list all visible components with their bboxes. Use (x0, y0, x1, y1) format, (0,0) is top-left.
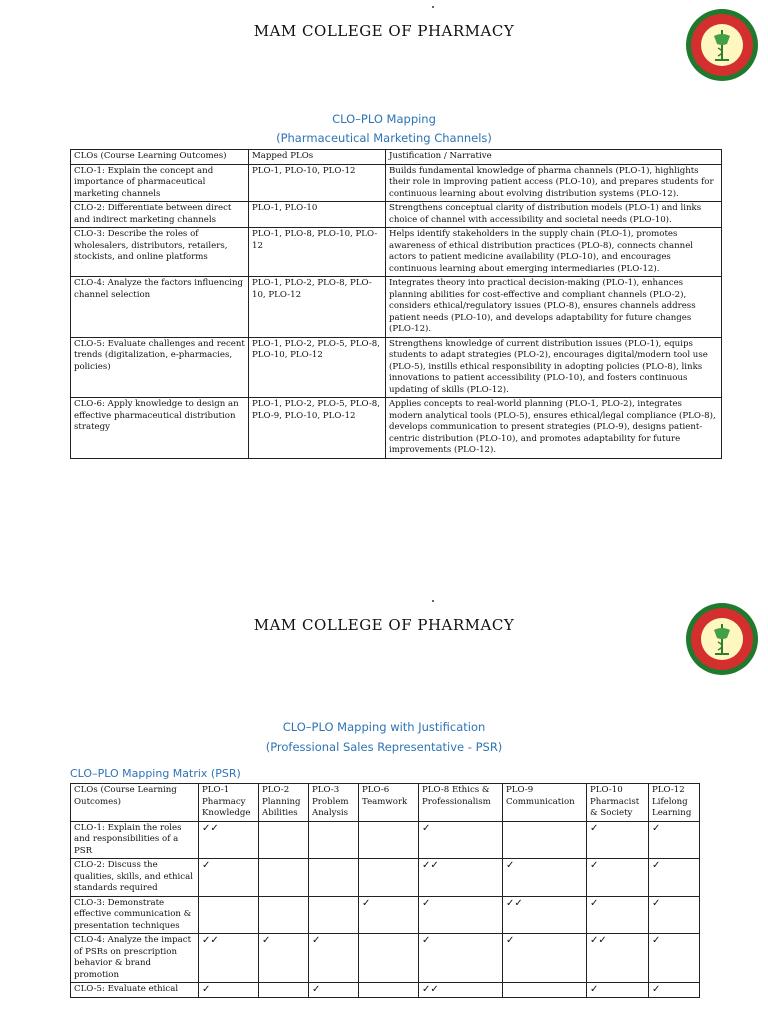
header-plo-10: PLO-10 Pharmacist & Society (587, 784, 649, 822)
justification-cell: Applies concepts to real-world planning (PLO-1, PLO-2), integrates modern analytical tools (PLO-5), ensures ethical/legal compliance (PLO-8), develops communication to present strategies (PLO-9), designs patient-centric distribution (PLO-10), and promotes adaptability for future improvements (PLO-12). (386, 398, 722, 459)
tick-cell (259, 983, 309, 998)
page-mark (432, 600, 434, 602)
header-plo-1: PLO-1 Pharmacy Knowledge (199, 784, 259, 822)
tick-cell: ✓ (649, 983, 700, 998)
header-plo-9: PLO-9 Communication (503, 784, 587, 822)
tick-cell (359, 934, 419, 983)
header-plo-3: PLO-3 Problem Analysis (309, 784, 359, 822)
tick-cell: ✓ (309, 983, 359, 998)
justification-cell: Builds fundamental knowledge of pharma channels (PLO-1), highlights their role in improving patient access (PLO-10), and prepares students for continuous learning about evolving distribution systems (PLO-12). (386, 164, 722, 202)
clo-cell: CLO-5: Evaluate challenges and recent trends (digitalization, e-pharmacies, policies) (71, 337, 249, 398)
tick-cell: ✓✓ (503, 896, 587, 934)
tick-cell: ✓✓ (199, 934, 259, 983)
tick-cell: ✓ (359, 896, 419, 934)
tick-cell (359, 859, 419, 897)
tick-cell: ✓ (649, 821, 700, 859)
clo-cell: CLO-1: Explain the roles and responsibilities of a PSR (71, 821, 199, 859)
tick-cell: ✓ (199, 983, 259, 998)
plo-cell: PLO-1, PLO-10, PLO-12 (249, 164, 386, 202)
clo-cell: CLO-6: Apply knowledge to design an effective pharmaceutical distribution strategy (71, 398, 249, 459)
clo-cell: CLO-1: Explain the concept and importance of pharmaceutical marketing channels (71, 164, 249, 202)
college-logo (685, 602, 759, 676)
section1-title: CLO–PLO Mapping (332, 112, 436, 126)
clo-cell: CLO-5: Evaluate ethical (71, 983, 199, 998)
table-row (71, 896, 700, 934)
tick-cell: ✓ (259, 934, 309, 983)
header-justification: Justification / Narrative (386, 150, 722, 165)
tick-cell (259, 859, 309, 897)
tick-cell: ✓ (649, 859, 700, 897)
tick-cell: ✓ (587, 983, 649, 998)
plo-cell: PLO-1, PLO-2, PLO-5, PLO-8, PLO-10, PLO-12 (249, 337, 386, 398)
table-row (71, 337, 722, 398)
tick-cell: ✓ (503, 934, 587, 983)
tick-cell: ✓✓ (419, 859, 503, 897)
tick-cell: ✓ (649, 896, 700, 934)
clo-plo-matrix (70, 783, 700, 998)
tick-cell: ✓✓ (419, 983, 503, 998)
table-header-row (71, 150, 722, 165)
justification-cell: Strengthens conceptual clarity of distribution models (PLO-1) and links choice of channel with accessibility and societal needs (PLO-10). (386, 202, 722, 228)
tick-cell (199, 896, 259, 934)
clo-cell: CLO-4: Analyze the factors influencing channel selection (71, 277, 249, 338)
justification-cell: Helps identify stakeholders in the supply chain (PLO-1), promotes awareness of ethical distribution practices (PLO-8), connects channel actors to patient medicine availability (PLO-10), and encourages continuous learning about emerging intermediaries (PLO-12). (386, 228, 722, 277)
table-row (71, 202, 722, 228)
table-row (71, 277, 722, 338)
section2-title: CLO–PLO Mapping with Justification (282, 720, 486, 734)
tick-cell (359, 983, 419, 998)
header-plo-8: PLO-8 Ethics & Professionalism (419, 784, 503, 822)
tick-cell (503, 983, 587, 998)
college-title: MAM COLLEGE OF PHARMACY (253, 616, 515, 634)
header-clos: CLOs (Course Learning Outcomes) (71, 150, 249, 165)
plo-cell: PLO-1, PLO-2, PLO-5, PLO-8, PLO-9, PLO-10, PLO-12 (249, 398, 386, 459)
clo-cell: CLO-4: Analyze the impact of PSRs on prescription behavior & brand promotion (71, 934, 199, 983)
tick-cell (503, 821, 587, 859)
table-row (71, 164, 722, 202)
plo-cell: PLO-1, PLO-2, PLO-8, PLO-10, PLO-12 (249, 277, 386, 338)
table-row (71, 821, 700, 859)
tick-cell: ✓ (309, 934, 359, 983)
tick-cell (259, 896, 309, 934)
justification-cell: Strengthens knowledge of current distribution issues (PLO-1), equips students to adapt strategies (PLO-2), encourages digital/modern tool use (PLO-5), instills ethical responsibility in adopting policies (PLO-8), links innovations to patient accessibility (PLO-10), and fosters continuous updating of skills (PLO-12). (386, 337, 722, 398)
table-row (71, 859, 700, 897)
table-row (71, 983, 700, 998)
table-row (71, 398, 722, 459)
clo-cell: CLO-3: Describe the roles of wholesalers, distributors, retailers, stockists, and online platforms (71, 228, 249, 277)
header-plo-12: PLO-12 Lifelong Learning (649, 784, 700, 822)
matrix-title: CLO–PLO Mapping Matrix (PSR) (70, 767, 241, 780)
tick-cell: ✓ (419, 821, 503, 859)
college-title: MAM COLLEGE OF PHARMACY (253, 22, 515, 40)
tick-cell: ✓✓ (199, 821, 259, 859)
section2-subtitle: (Professional Sales Representative - PSR) (265, 740, 503, 754)
college-logo (685, 8, 759, 82)
tick-cell: ✓ (503, 859, 587, 897)
table-row (71, 934, 700, 983)
tick-cell (359, 821, 419, 859)
tick-cell: ✓✓ (587, 934, 649, 983)
clo-cell: CLO-2: Discuss the qualities, skills, and ethical standards required (71, 859, 199, 897)
tick-cell (309, 821, 359, 859)
tick-cell: ✓ (199, 859, 259, 897)
page-mark (432, 6, 434, 8)
tick-cell: ✓ (649, 934, 700, 983)
justification-cell: Integrates theory into practical decision-making (PLO-1), enhances planning abilities for cost-effective and compliant channels (PLO-2), considers ethical/regulatory issues (PLO-8), ensures channels address patient needs (PLO-10), and develops adaptability for future changes (PLO-12). (386, 277, 722, 338)
tick-cell: ✓ (587, 896, 649, 934)
header-clos: CLOs (Course Learning Outcomes) (71, 784, 199, 822)
section1-subtitle: (Pharmaceutical Marketing Channels) (276, 131, 492, 145)
table-row (71, 228, 722, 277)
tick-cell (309, 896, 359, 934)
tick-cell (309, 859, 359, 897)
tick-cell: ✓ (587, 821, 649, 859)
matrix-header-row (71, 784, 700, 822)
tick-cell: ✓ (419, 934, 503, 983)
header-plo-6: PLO-6 Teamwork (359, 784, 419, 822)
clo-cell: CLO-2: Differentiate between direct and indirect marketing channels (71, 202, 249, 228)
plo-cell: PLO-1, PLO-10 (249, 202, 386, 228)
clo-plo-table (70, 149, 722, 459)
tick-cell: ✓ (587, 859, 649, 897)
plo-cell: PLO-1, PLO-8, PLO-10, PLO-12 (249, 228, 386, 277)
tick-cell (259, 821, 309, 859)
tick-cell: ✓ (419, 896, 503, 934)
header-mapped-plos: Mapped PLOs (249, 150, 386, 165)
clo-cell: CLO-3: Demonstrate effective communication & presentation techniques (71, 896, 199, 934)
header-plo-2: PLO-2 Planning Abilities (259, 784, 309, 822)
